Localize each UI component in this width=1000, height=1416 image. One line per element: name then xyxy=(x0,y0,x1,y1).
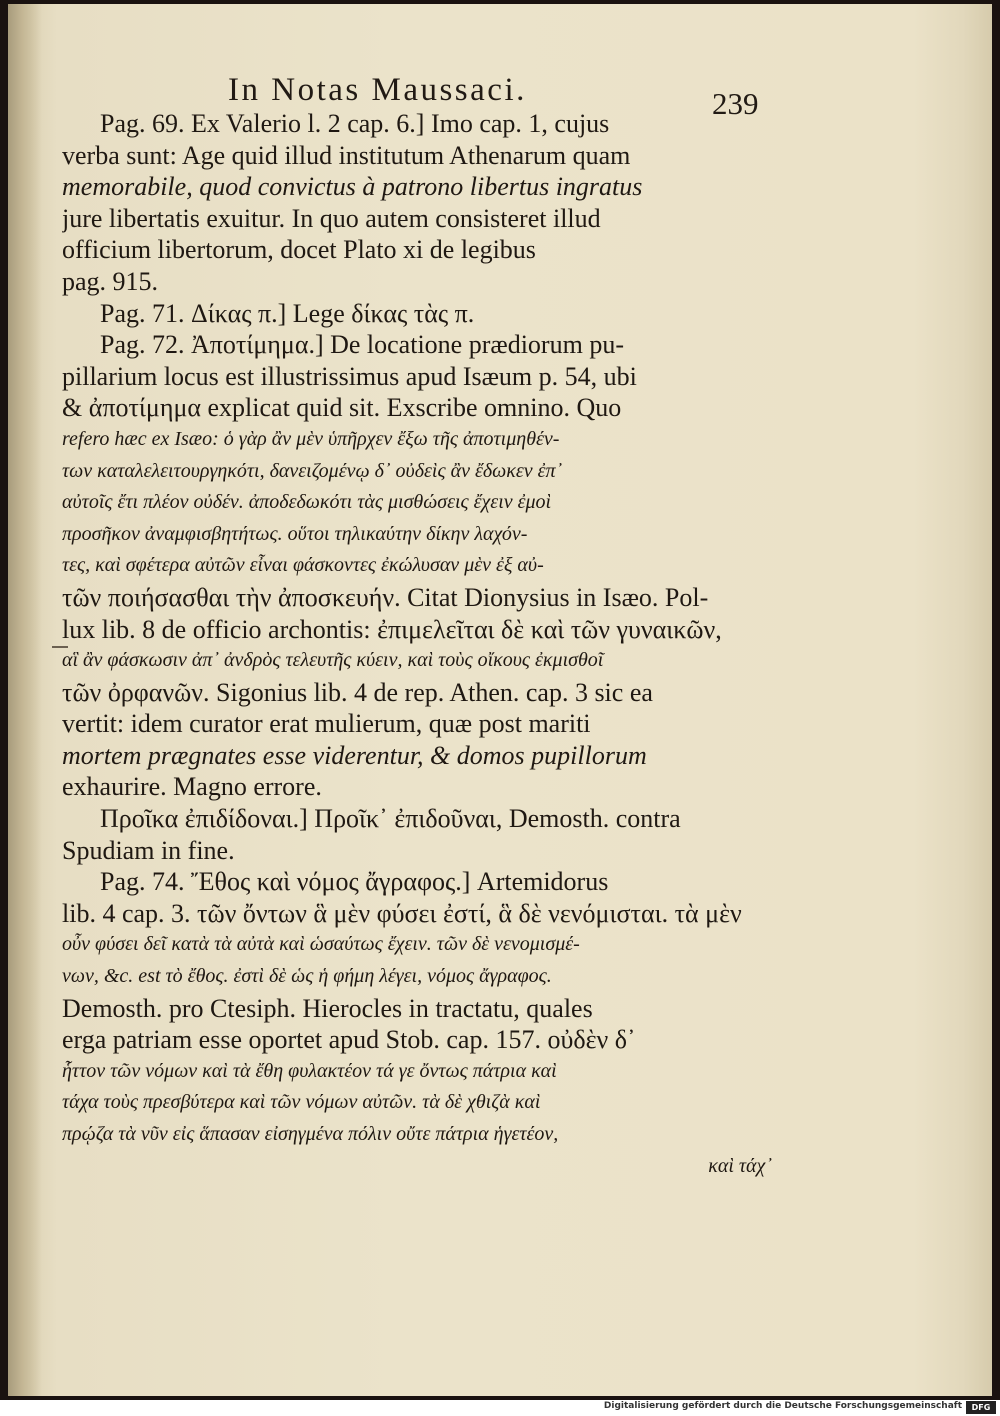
text-line: οὖν φύσει δεῖ κατὰ τὰ αὐτὰ καὶ ὡσαύτως ἔχειν. τῶν δὲ νενομισμέ- xyxy=(62,933,580,956)
page-gutter-shadow xyxy=(8,4,42,1396)
text-line: πρῴζα τὰ νῦν εἰς ἅπασαν εἰσηγμένα πόλιν οὔτε πάτρια ἡγετέον, xyxy=(62,1123,559,1145)
text-line: officium libertorum, docet Plato xi de legibus xyxy=(62,235,536,265)
text-line: erga patriam esse oportet apud Stob. cap. 157. οὐδὲν δ᾽ xyxy=(62,1025,636,1055)
text-line: τῶν ὀρφανῶν. Sigonius lib. 4 de rep. Athen. cap. 3 sic ea xyxy=(62,677,653,707)
text-line: Demosth. pro Ctesiph. Hierocles in tractatu, quales xyxy=(62,993,593,1023)
text-line: Pag. 74. Ἔθος καὶ νόμος ἄγραφος.] Artemidorus xyxy=(100,867,609,897)
text-line: τῶν ποιήσασθαι τὴν ἀποσκευήν. Citat Dionysius in Isæo. Pol- xyxy=(62,582,709,612)
text-line: Pag. 72. Ἀποτίμημα.] De locatione prædiorum pu- xyxy=(100,330,624,360)
text-line: τες, καὶ σφέτερα αὐτῶν εἶναι φάσκοντες ἐκώλυσαν μὲν ἐξ αὐ- xyxy=(62,554,544,577)
text-line: & ἀποτίμημα explicat quid sit. Exscribe omnino. Quo xyxy=(62,393,622,423)
text-line: exhaurire. Magno errore. xyxy=(62,772,322,802)
text-line: Pag. 69. Ex Valerio l. 2 cap. 6.] Imo cap. 1, cujus xyxy=(100,109,610,138)
text-line: refero hæc ex Isæo: ὁ γὰρ ἂν μὲν ὑπῆρχεν ἔξω τῆς ἀποτιμηθέν- xyxy=(62,427,560,450)
dfg-logo: DFG xyxy=(966,1401,996,1414)
text-line: jure libertatis exuitur. In quo autem consisteret illud xyxy=(62,203,601,233)
running-header: In Notas Maussaci. xyxy=(228,72,527,108)
text-line: lux lib. 8 de officio archontis: ἐπιμελεῖται δὲ καὶ τῶν γυναικῶν, xyxy=(62,614,722,644)
text-line: lib. 4 cap. 3. τῶν ὄντων ἃ μὲν φύσει ἐστί, ἃ δὲ νενόμισται. τὰ μὲν xyxy=(62,898,742,928)
text-line: Spudiam in fine. xyxy=(62,835,235,865)
text-line: pillarium locus est illustrissimus apud Isæum p. 54, ubi xyxy=(62,361,637,391)
text-line: ἧττον τῶν νόμων καὶ τὰ ἔθη φυλακτέον τά γε ὄντως πάτρια καὶ xyxy=(62,1059,557,1082)
text-line: καὶ τάχ᾽ xyxy=(708,1154,772,1177)
text-line: vertit: idem curator erat mulierum, quæ post mariti xyxy=(62,709,591,739)
page-number: 239 xyxy=(712,86,759,121)
text-line: Προῖκα ἐπιδίδοναι.] Προῖκ᾽ ἐπιδοῦναι, Demosth. contra xyxy=(100,804,681,834)
body-text xyxy=(62,108,772,1182)
text-line: memorabile, quod convictus à patrono libertus ingratus xyxy=(62,172,643,202)
text-line: pag. 915. xyxy=(62,266,159,296)
text-line: προσῆκον ἀναμφισβητήτως. οὕτοι τηλικαύτην δίκην λαχόν- xyxy=(62,522,528,545)
margin-mark xyxy=(52,646,68,648)
text-line: verba sunt: Age quid illud institutum Athenarum quam xyxy=(62,140,631,170)
text-line: Pag. 71. Δίκας π.] Lege δίκας τὰς π. xyxy=(100,298,475,328)
text-line: αὐτοῖς ἔτι πλέον οὐδέν. ἀποδεδωκότι τὰς μισθώσεις ἔχειν ἐμοὶ xyxy=(62,491,552,514)
text-line: mortem prægnates esse viderentur, & domos pupillorum xyxy=(62,740,647,770)
text-line: αἳ ἂν φάσκωσιν ἀπ᾽ ἀνδρὸς τελευτῆς κύειν, καὶ τοὺς οἴκους ἐκμισθοῖ xyxy=(62,649,604,672)
funding-credit: Digitalisierung gefördert durch die Deutsche Forschungsgemeinschaft xyxy=(603,1401,962,1411)
text-line: των καταλελειτουργηκότι, δανειζομένῳ δ᾽ οὐδεὶς ἂν ἔδωκεν ἐπ᾽ xyxy=(62,459,563,482)
text-line: νων, &c. est τὸ ἔθος. ἐστὶ δὲ ὡς ἡ φήμη λέγει, νόμος ἄγραφος. xyxy=(62,965,552,988)
text-line: τάχα τοὺς πρεσβύτερα καὶ τῶν νόμων αὐτῶν. τὰ δὲ χθιζὰ καὶ xyxy=(62,1091,541,1114)
